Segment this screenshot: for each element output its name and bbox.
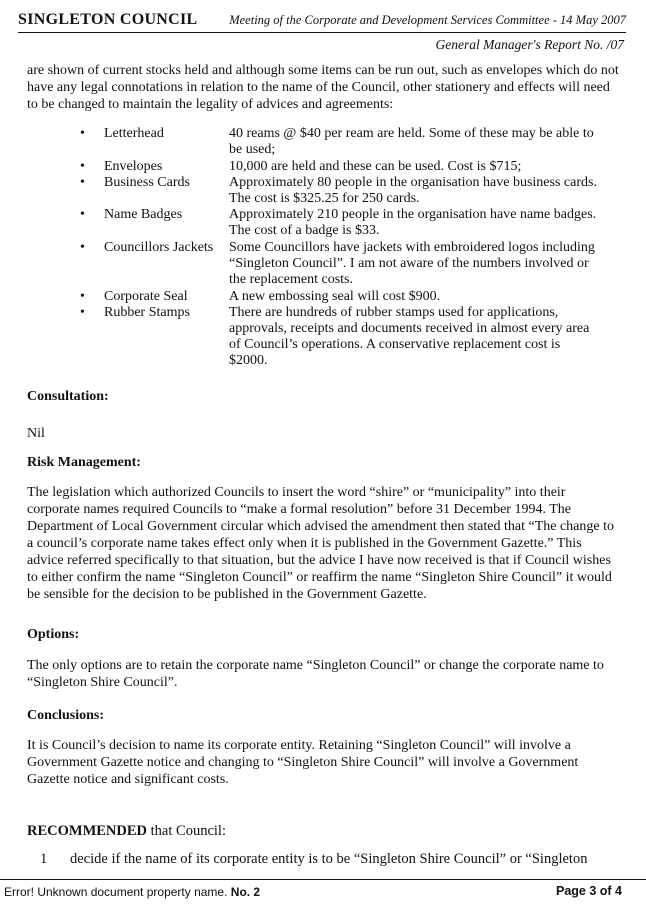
item-name: Business Cards xyxy=(104,175,190,190)
list-item xyxy=(80,289,620,305)
item-text: decide if the name of its corporate entity is to be “Singleton Shire Council” or “Singleton xyxy=(70,851,588,867)
risk-heading: Risk Management: xyxy=(27,455,141,470)
item-name: Letterhead xyxy=(104,126,164,141)
council-name: SINGLETON COUNCIL xyxy=(18,11,198,28)
list-item xyxy=(80,305,620,369)
item-description: Approximately 210 people in the organisation have name badges. The cost of a badge is $33. xyxy=(229,207,597,238)
bullet-icon: • xyxy=(80,240,85,255)
footer-document-property xyxy=(4,885,260,899)
bullet-icon: • xyxy=(80,175,85,190)
bullet-icon: • xyxy=(80,207,85,222)
item-name: Councillors Jackets xyxy=(104,240,214,255)
page-header xyxy=(18,10,626,33)
list-item xyxy=(80,126,620,158)
item-description: Some Councillors have jackets with embroidered logos including “Singleton Council”. I am not aware of the numbers involved or the replacement costs. xyxy=(229,240,595,287)
bullet-icon: • xyxy=(80,305,85,320)
recommended-rest: that Council: xyxy=(147,823,226,839)
item-name: Name Badges xyxy=(104,207,183,222)
consultation-heading: Consultation: xyxy=(27,389,109,404)
recommendation-item xyxy=(40,851,587,868)
footer-divider xyxy=(0,879,646,880)
item-description: 10,000 are held and these can be used. Cost is $715; xyxy=(229,159,522,174)
bullet-icon: • xyxy=(80,289,85,304)
footer-error: Error! Unknown document property name. xyxy=(4,885,228,899)
item-name: Envelopes xyxy=(104,159,163,174)
item-name: Corporate Seal xyxy=(104,289,188,304)
intro-paragraph: are shown of current stocks held and although some items can be run out, such as envelopes which do not have any legal connotations in relation to the name of the Council, other stationery and effects will need to be changed to maintain the legality of advices and agreements: xyxy=(27,63,619,112)
page-number: Page 3 of 4 xyxy=(556,884,622,898)
conclusions-text: It is Council’s decision to name its corporate entity. Retaining “Singleton Council” will involve a Government Gazette notice and changing to “Singleton Shire Council” will involve a Government Gazette notice and significant costs. xyxy=(27,738,579,787)
options-heading: Options: xyxy=(27,627,80,642)
item-description: 40 reams @ $40 per ream are held. Some of these may be able to be used; xyxy=(229,126,594,157)
bullet-icon: • xyxy=(80,159,85,174)
options-text: The only options are to retain the corporate name “Singleton Council” or change the corporate name to “Singleton Shire Council”. xyxy=(27,658,604,690)
risk-text: The legislation which authorized Councils to insert the word “shire” or “municipality” into their corporate names required Councils to “make a formal resolution” before 31 December 1994. The Department of Local Government circular which advised the amendment then stated that “The change to a council’s corporate name takes effect only when it is published in the Government Gazette.” This advice referred specifically to that situation, but the advice I have now received is that if Council wishes to either confirm the name “Singleton Council” or reaffirm the name “Singleton Shire Council” it would be sensible for the decision to be published in the Government Gazette. xyxy=(27,485,614,602)
bullet-icon: • xyxy=(80,126,85,141)
item-description: A new embossing seal will cost $900. xyxy=(229,289,441,304)
item-number: 1 xyxy=(40,851,48,867)
item-description: There are hundreds of rubber stamps used for applications, approvals, receipts and documents received in almost every area of Council’s operations. A conservative replacement cost is $2000. xyxy=(229,305,590,368)
recommendation-line xyxy=(27,823,226,840)
footer-number: No. 2 xyxy=(227,885,261,899)
consultation-text: Nil xyxy=(27,426,45,441)
conclusions-heading: Conclusions: xyxy=(27,708,105,723)
list-item xyxy=(80,175,620,207)
item-description: Approximately 80 people in the organisation have business cards. The cost is $325.25 for 250 cards. xyxy=(229,175,597,206)
item-name: Rubber Stamps xyxy=(104,305,190,320)
report-number: General Manager's Report No. /07 xyxy=(435,37,624,52)
list-item xyxy=(80,159,620,175)
meeting-title: Meeting of the Corporate and Development Services Committee - 14 May 2007 xyxy=(229,13,626,27)
stationery-list xyxy=(80,126,620,369)
list-item xyxy=(80,207,620,239)
list-item xyxy=(80,240,620,288)
recommended-label: RECOMMENDED xyxy=(27,823,148,839)
